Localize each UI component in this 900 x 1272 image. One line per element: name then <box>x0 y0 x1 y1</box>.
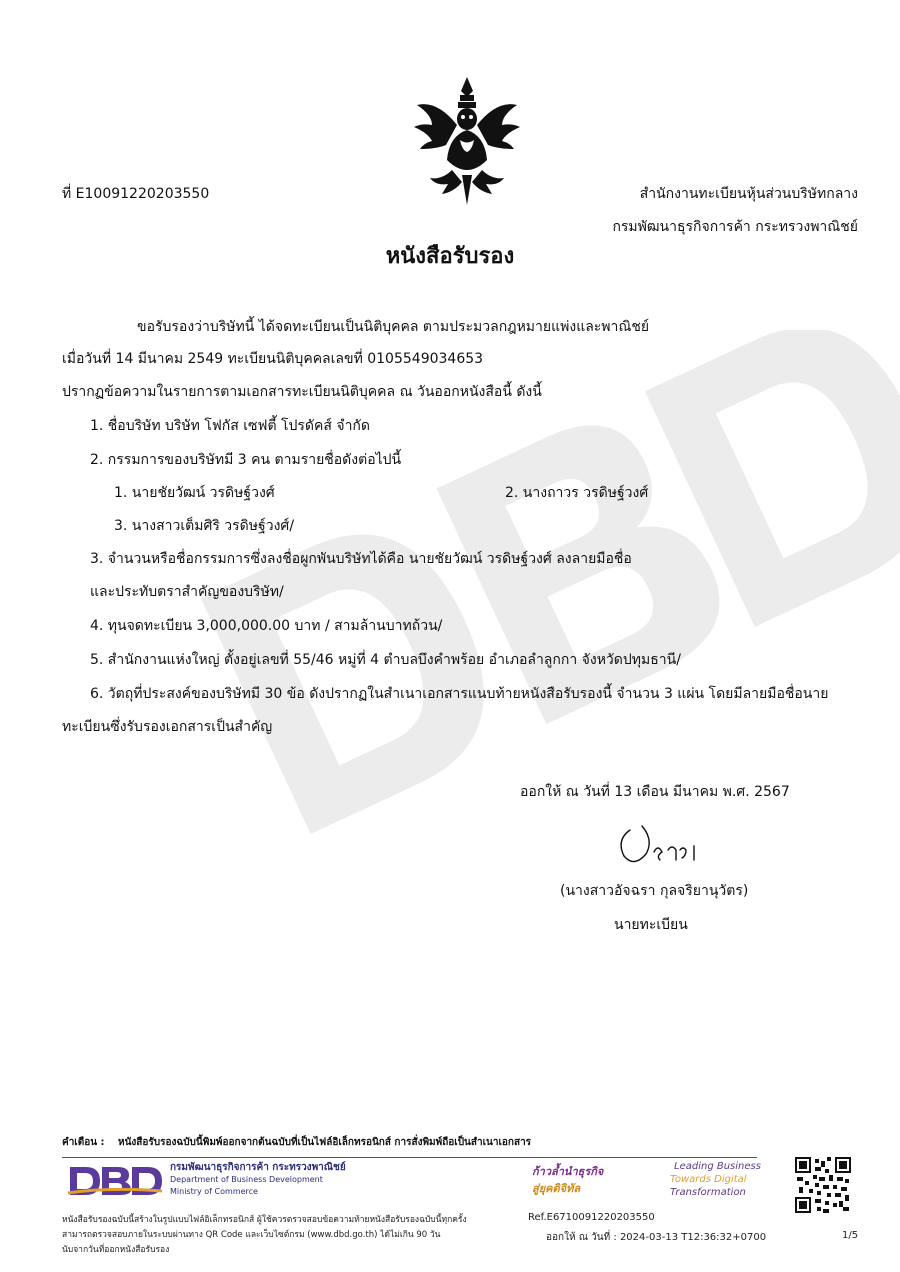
page-number: 1/5 <box>842 1230 859 1241</box>
dbd-name-thai: กรมพัฒนาธุรกิจการค้า กระทรวงพาณิชย์ <box>170 1162 346 1173</box>
issuing-office-line1: สำนักงานทะเบียนหุ้นส่วนบริษัทกลาง <box>639 186 858 202</box>
registrar-name: (นางสาวอัจฉรา กุลจริยานุวัตร) <box>560 883 749 899</box>
issued-timestamp: ออกให้ ณ วันที่ : 2024-03-13 T12:36:32+0700 <box>546 1232 767 1243</box>
notice-line-1: หนังสือรับรองฉบับนี้สร้างในรูปแบบไฟล์อิเล็กทรอนิกส์ ผู้ใช้ควรตรวจสอบข้อความท้ายหนังสือรับรองฉบับนี้ทุกครั้ง <box>62 1215 467 1225</box>
issuing-office-line2: กรมพัฒนาธุรกิจการค้า กระทรวงพาณิชย์ <box>612 219 858 235</box>
slogan-english-line3: Transformation <box>670 1187 746 1198</box>
item-objectives-cont: ทะเบียนซึ่งรับรองเอกสารเป็นสำคัญ <box>62 719 273 735</box>
qr-code-icon[interactable] <box>795 1157 851 1213</box>
warning-label: คำเตือน : <box>62 1137 105 1148</box>
director-3: 3. นางสาวเต็มศิริ วรดิษฐ์วงศ์/ <box>114 518 295 534</box>
garuda-emblem-icon <box>412 75 522 210</box>
warning-text: หนังสือรับรองฉบับนี้พิมพ์ออกจากต้นฉบับที่เป็นไฟล์อิเล็กทรอนิกส์ การสั่งพิมพ์ถือเป็นสำเนาเอกสาร <box>118 1137 532 1148</box>
notice-line-2: สามารถตรวจสอบภายในระบบผ่านทาง QR Code และเว็บไซต์กรม (www.dbd.go.th) ได้ไม่เกิน 90 วัน <box>62 1230 441 1240</box>
intro-line-3: ปรากฏข้อความในรายการตามเอกสารทะเบียนนิติบุคคล ณ วันออกหนังสือนี้ ดังนี้ <box>62 384 542 400</box>
intro-line-2: เมื่อวันที่ 14 มีนาคม 2549 ทะเบียนนิติบุคคลเลขที่ 0105549034653 <box>62 351 484 367</box>
registrar-signature-icon <box>612 820 722 870</box>
slogan-thai-line1: ก้าวล้ำนำธุรกิจ <box>532 1165 604 1178</box>
slogan-thai <box>532 1163 603 1197</box>
item-authorized-signatory: 3. จำนวนหรือชื่อกรรมการซึ่งลงชื่อผูกพันบริษัทได้คือ นายชัยวัฒน์ วรดิษฐ์วงศ์ ลงลายมือชื่อ <box>90 551 632 567</box>
document-reference-number: ที่ E10091220203550 <box>62 186 210 202</box>
item-directors-count: 2. กรรมการของบริษัทมี 3 คน ตามรายชื่อดังต่อไปนี้ <box>90 452 402 468</box>
dbd-logo-icon <box>66 1163 162 1199</box>
item-objectives: 6. วัตถุที่ประสงค์ของบริษัทมี 30 ข้อ ดังปรากฏในสำเนาเอกสารแนบท้ายหนังสือรับรองนี้ จำนวน 3 แผ่น โดยมีลายมือชื่อนาย <box>90 686 829 702</box>
dbd-name-english-2: Ministry of Commerce <box>170 1187 258 1196</box>
item-registered-capital: 4. ทุนจดทะเบียน 3,000,000.00 บาท / สามล้านบาทถ้วน/ <box>90 618 443 634</box>
issued-date: ออกให้ ณ วันที่ 13 เดือน มีนาคม พ.ศ. 2567 <box>520 784 790 800</box>
notice-line-3: นับจากวันที่ออกหนังสือรับรอง <box>62 1245 170 1255</box>
dbd-watermark <box>190 330 900 850</box>
intro-line-1: ขอรับรองว่าบริษัทนี้ ได้จดทะเบียนเป็นนิติบุคคล ตามประมวลกฎหมายแพ่งและพาณิชย์ <box>137 319 650 335</box>
slogan-english-line2: Towards Digital <box>670 1174 747 1185</box>
dbd-name-english-1: Department of Business Development <box>170 1175 323 1184</box>
item-authorized-signatory-cont: และประทับตราสำคัญของบริษัท/ <box>90 584 284 600</box>
slogan-english-line1: Leading Business <box>674 1161 761 1172</box>
registrar-title: นายทะเบียน <box>614 917 688 933</box>
director-1: 1. นายชัยวัฒน์ วรดิษฐ์วงศ์ <box>114 485 275 501</box>
reference-code: Ref.E6710091220203550 <box>528 1212 655 1223</box>
director-2: 2. นางถาวร วรดิษฐ์วงศ์ <box>505 485 649 501</box>
slogan-thai-line2: สู่ยุคดิจิทัล <box>532 1182 581 1195</box>
item-head-office: 5. สำนักงานแห่งใหญ่ ตั้งอยู่เลขที่ 55/46 หมู่ที่ 4 ตำบลบึงคำพร้อย อำเภอลำลูกกา จังหวัดปทุมธานี/ <box>90 652 681 668</box>
slogan-english <box>670 1160 761 1199</box>
document-title: หนังสือรับรอง <box>385 244 515 269</box>
dbd-name-block <box>170 1162 346 1198</box>
footer-divider <box>62 1157 757 1158</box>
item-company-name: 1. ชื่อบริษัท บริษัท โฟกัส เซฟตี้ โปรดัคส์ จำกัด <box>90 418 370 434</box>
